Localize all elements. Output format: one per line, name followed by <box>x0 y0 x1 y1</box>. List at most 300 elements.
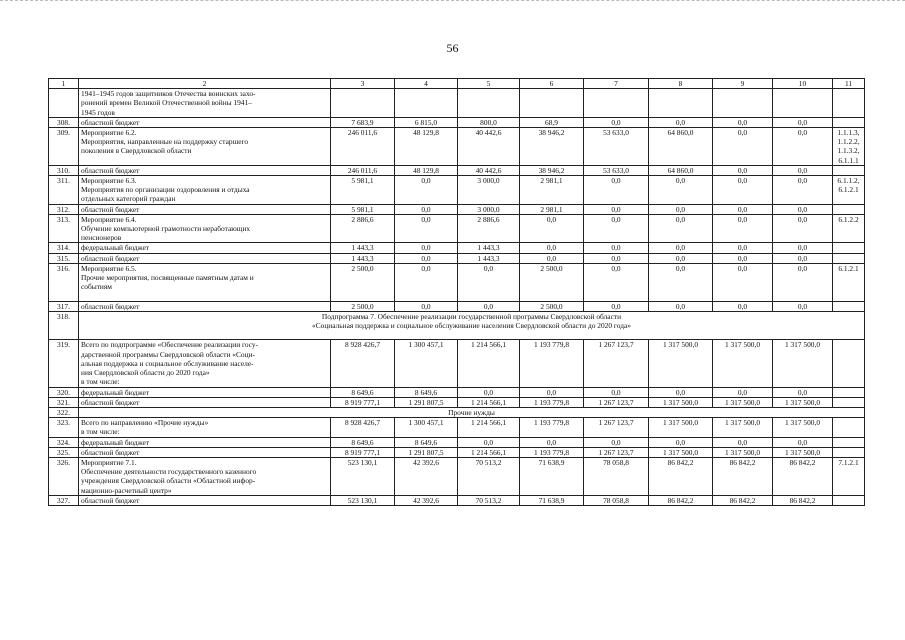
value-cell: 1 317 500,0 <box>649 397 713 407</box>
row-number: 326. <box>49 457 79 495</box>
row-number: 315. <box>49 253 79 263</box>
target-code-line: 6.1.1.2, <box>837 176 860 186</box>
value-cell: 0,0 <box>773 176 833 205</box>
value-cell: 64 860,0 <box>649 128 713 166</box>
table-row <box>49 243 865 253</box>
target-code <box>833 117 865 127</box>
target-code <box>833 128 865 166</box>
value-cell: 1 317 500,0 <box>713 447 773 457</box>
value-cell <box>649 89 713 118</box>
value-cell: 86 842,2 <box>649 457 713 495</box>
row-name-line: в том числе: <box>81 377 120 387</box>
column-header-row <box>49 79 865 89</box>
value-cell: 0,0 <box>773 214 833 243</box>
value-cell: 0,0 <box>713 263 773 301</box>
row-number: 318. <box>49 311 79 340</box>
column-header: 4 <box>395 79 458 89</box>
value-cell: 1 291 807,5 <box>395 397 458 407</box>
row-name <box>79 214 331 243</box>
value-cell: 2 886,6 <box>458 214 520 243</box>
value-cell: 1 193 779,8 <box>520 418 584 437</box>
column-header: 9 <box>713 79 773 89</box>
table-row <box>49 89 865 118</box>
value-cell: 0,0 <box>649 243 713 253</box>
row-name-line: федеральный бюджет <box>81 437 150 447</box>
table-row <box>49 311 865 340</box>
value-cell: 1 317 500,0 <box>649 447 713 457</box>
row-name <box>79 397 331 407</box>
value-cell: 1 317 500,0 <box>773 418 833 437</box>
value-cell: 0,0 <box>584 301 649 311</box>
value-cell: 0,0 <box>649 263 713 301</box>
row-name-line: мационно-расчетный центр» <box>81 485 172 495</box>
target-code-line: 6.1.2.1 <box>838 185 859 195</box>
target-code <box>833 418 865 437</box>
value-cell: 86 842,2 <box>773 495 833 505</box>
table-row <box>49 204 865 214</box>
value-cell: 0,0 <box>584 204 649 214</box>
row-name <box>79 204 331 214</box>
value-cell: 0,0 <box>395 176 458 205</box>
row-name <box>79 253 331 263</box>
value-cell: 2 500,0 <box>520 263 584 301</box>
value-cell: 0,0 <box>713 176 773 205</box>
row-name <box>79 495 331 505</box>
row-number: 316. <box>49 263 79 301</box>
column-header: 6 <box>520 79 584 89</box>
row-name-line: федеральный бюджет <box>81 387 150 397</box>
row-name <box>79 457 331 495</box>
target-code-line: 1.1.1.3, <box>837 128 860 138</box>
row-name-line: Обучение компьютерной грамотности неработающих <box>81 224 251 234</box>
row-name <box>79 117 331 127</box>
value-cell: 2 981,1 <box>520 204 584 214</box>
row-name-line: федеральный бюджет <box>81 243 150 253</box>
value-cell: 71 638,9 <box>520 457 584 495</box>
value-cell: 0,0 <box>773 263 833 301</box>
value-cell: 0,0 <box>713 243 773 253</box>
row-name <box>79 263 331 301</box>
row-number: 312. <box>49 204 79 214</box>
row-name <box>79 340 331 387</box>
column-header: 1 <box>49 79 79 89</box>
row-name-line: Прочие мероприятия, посвященные памятным датам и <box>81 273 254 283</box>
row-name-line: отдельных категорий граждан <box>81 194 176 204</box>
value-cell: 8 919 777,1 <box>331 397 395 407</box>
value-cell: 0,0 <box>713 204 773 214</box>
value-cell: 53 633,0 <box>584 128 649 166</box>
target-code <box>833 165 865 175</box>
target-code <box>833 214 865 243</box>
value-cell: 3 000,0 <box>458 176 520 205</box>
row-name-line <box>81 291 328 300</box>
row-name <box>79 243 331 253</box>
value-cell: 0,0 <box>584 387 649 397</box>
value-cell: 0,0 <box>773 387 833 397</box>
target-code <box>833 89 865 118</box>
row-name-line: областной бюджет <box>81 301 140 311</box>
row-name <box>79 89 331 118</box>
value-cell: 1 193 779,8 <box>520 447 584 457</box>
value-cell: 0,0 <box>395 263 458 301</box>
value-cell: 53 633,0 <box>584 165 649 175</box>
value-cell: 1 443,3 <box>331 253 395 263</box>
row-name-line: областной бюджет <box>81 204 140 214</box>
value-cell <box>584 89 649 118</box>
target-code <box>833 437 865 447</box>
row-number <box>49 89 79 118</box>
target-code <box>833 447 865 457</box>
value-cell: 1 317 500,0 <box>773 397 833 407</box>
value-cell: 0,0 <box>458 387 520 397</box>
target-code <box>833 204 865 214</box>
value-cell: 2 500,0 <box>520 301 584 311</box>
value-cell: 0,0 <box>584 437 649 447</box>
target-code <box>833 397 865 407</box>
column-header: 2 <box>79 79 331 89</box>
value-cell: 0,0 <box>773 117 833 127</box>
row-name-line: Мероприятия по организации оздоровления и отдыха <box>81 185 250 195</box>
table-row <box>49 176 865 205</box>
target-code-line: 6.1.2.1 <box>838 263 859 273</box>
table-row <box>49 117 865 127</box>
value-cell: 523 130,1 <box>331 495 395 505</box>
value-cell: 70 513,2 <box>458 457 520 495</box>
value-cell: 0,0 <box>713 387 773 397</box>
table-row <box>49 128 865 166</box>
row-name <box>79 447 331 457</box>
target-code-line: 1.1.3.2, <box>837 146 860 156</box>
value-cell: 8 928 426,7 <box>331 418 395 437</box>
value-cell: 0,0 <box>584 253 649 263</box>
row-name-line: областной бюджет <box>81 397 140 407</box>
value-cell: 2 500,0 <box>331 301 395 311</box>
row-name-line: 1945 годов <box>81 107 115 117</box>
row-number: 310. <box>49 165 79 175</box>
table-row <box>49 263 865 301</box>
row-number: 313. <box>49 214 79 243</box>
row-number: 325. <box>49 447 79 457</box>
value-cell: 0,0 <box>649 387 713 397</box>
value-cell: 0,0 <box>458 437 520 447</box>
value-cell: 246 011,6 <box>331 128 395 166</box>
section-heading <box>79 311 865 340</box>
value-cell: 0,0 <box>713 301 773 311</box>
value-cell <box>520 89 584 118</box>
row-number: 322. <box>49 407 79 417</box>
row-number: 309. <box>49 128 79 166</box>
value-cell: 0,0 <box>584 117 649 127</box>
value-cell <box>331 89 395 118</box>
table-row <box>49 397 865 407</box>
row-name-line: Мероприятие 6.3. <box>81 176 137 186</box>
value-cell: 70 513,2 <box>458 495 520 505</box>
value-cell: 0,0 <box>649 301 713 311</box>
value-cell: 0,0 <box>649 253 713 263</box>
row-name-line: областной бюджет <box>81 253 140 263</box>
row-name-line: альная поддержка и социальное обслуживание населе- <box>81 358 254 368</box>
value-cell: 1 300 457,1 <box>395 340 458 387</box>
row-name <box>79 387 331 397</box>
column-header: 11 <box>833 79 865 89</box>
value-cell: 1 214 566,1 <box>458 418 520 437</box>
value-cell: 0,0 <box>520 243 584 253</box>
value-cell: 0,0 <box>520 387 584 397</box>
table-row <box>49 447 865 457</box>
value-cell: 42 392,6 <box>395 457 458 495</box>
table-row <box>49 418 865 437</box>
row-number: 323. <box>49 418 79 437</box>
value-cell: 1 193 779,8 <box>520 397 584 407</box>
row-name-line: Мероприятие 7.1. <box>81 457 137 467</box>
row-name-line: Мероприятие 6.2. <box>81 128 137 138</box>
value-cell: 1 267 123,7 <box>584 447 649 457</box>
value-cell: 0,0 <box>713 214 773 243</box>
value-cell: 5 981,1 <box>331 204 395 214</box>
value-cell: 6 815,0 <box>395 117 458 127</box>
target-code <box>833 387 865 397</box>
row-name-line: пенсионеров <box>81 233 122 243</box>
value-cell: 3 000,0 <box>458 204 520 214</box>
table-row <box>49 495 865 505</box>
page-edge-line <box>0 0 905 1</box>
value-cell: 0,0 <box>458 263 520 301</box>
value-cell: 0,0 <box>773 437 833 447</box>
target-code <box>833 253 865 263</box>
row-name <box>79 176 331 205</box>
table-row <box>49 407 865 417</box>
row-name <box>79 165 331 175</box>
row-name-line: в том числе: <box>81 427 120 437</box>
table-row <box>49 457 865 495</box>
target-code-line: 6.1.1.1 <box>838 155 859 165</box>
budget-table <box>48 78 865 506</box>
row-number: 314. <box>49 243 79 253</box>
value-cell: 86 842,2 <box>649 495 713 505</box>
value-cell: 8 649,6 <box>331 387 395 397</box>
value-cell: 2 981,1 <box>520 176 584 205</box>
value-cell: 0,0 <box>713 437 773 447</box>
row-name-line: областной бюджет <box>81 165 140 175</box>
value-cell: 1 317 500,0 <box>713 418 773 437</box>
value-cell: 78 058,8 <box>584 495 649 505</box>
value-cell: 86 842,2 <box>713 495 773 505</box>
row-number: 308. <box>49 117 79 127</box>
target-code <box>833 340 865 387</box>
table-row <box>49 387 865 397</box>
value-cell: 1 443,3 <box>458 243 520 253</box>
value-cell: 0,0 <box>520 214 584 243</box>
column-header: 3 <box>331 79 395 89</box>
row-name <box>79 128 331 166</box>
value-cell: 5 981,1 <box>331 176 395 205</box>
value-cell: 0,0 <box>713 253 773 263</box>
row-name-line: Мероприятия, направленные на поддержку старшего <box>81 137 249 147</box>
value-cell: 1 443,3 <box>458 253 520 263</box>
target-code <box>833 176 865 205</box>
value-cell: 800,0 <box>458 117 520 127</box>
value-cell: 1 317 500,0 <box>713 340 773 387</box>
row-name-line: поколения в Свердловской области <box>81 146 192 156</box>
value-cell: 1 317 500,0 <box>713 397 773 407</box>
value-cell: 1 291 807,5 <box>395 447 458 457</box>
row-number: 321. <box>49 397 79 407</box>
value-cell: 0,0 <box>649 117 713 127</box>
target-code-line: 6.1.2.2 <box>838 214 859 224</box>
value-cell: 0,0 <box>773 243 833 253</box>
target-code-line: 1.1.2.2, <box>837 137 860 147</box>
value-cell: 1 317 500,0 <box>773 447 833 457</box>
row-number: 327. <box>49 495 79 505</box>
value-cell: 0,0 <box>584 176 649 205</box>
value-cell: 0,0 <box>713 117 773 127</box>
value-cell: 1 214 566,1 <box>458 447 520 457</box>
value-cell: 1 267 123,7 <box>584 340 649 387</box>
value-cell: 0,0 <box>649 204 713 214</box>
value-cell <box>458 89 520 118</box>
row-number: 319. <box>49 340 79 387</box>
row-name-line: областной бюджет <box>81 117 140 127</box>
section-heading-line: Прочие нужды <box>448 407 495 417</box>
target-code <box>833 457 865 495</box>
section-heading <box>79 407 865 417</box>
value-cell: 1 317 500,0 <box>649 418 713 437</box>
value-cell: 48 129,8 <box>395 128 458 166</box>
value-cell: 0,0 <box>713 128 773 166</box>
row-name-line: областной бюджет <box>81 495 140 505</box>
page-number: 56 <box>446 41 459 55</box>
value-cell: 1 267 123,7 <box>584 397 649 407</box>
value-cell: 8 649,6 <box>395 437 458 447</box>
value-cell: 1 317 500,0 <box>649 340 713 387</box>
column-header: 5 <box>458 79 520 89</box>
target-code <box>833 243 865 253</box>
row-name-line: Мероприятие 6.5. <box>81 263 137 273</box>
value-cell: 8 649,6 <box>331 437 395 447</box>
value-cell: 0,0 <box>773 204 833 214</box>
value-cell: 0,0 <box>584 214 649 243</box>
value-cell <box>713 89 773 118</box>
value-cell: 68,9 <box>520 117 584 127</box>
section-heading-line: «Социальная поддержка и социальное обслуживание населения Свердловской области до 2020 года» <box>312 321 631 331</box>
value-cell: 86 842,2 <box>773 457 833 495</box>
row-name <box>79 418 331 437</box>
row-name-line: Всего по подпрограмме «Обеспечение реализации госу- <box>81 340 259 350</box>
table-row <box>49 437 865 447</box>
row-number: 317. <box>49 301 79 311</box>
value-cell: 0,0 <box>395 214 458 243</box>
row-name-line: 1941–1945 годов защитников Отечества воинских захо- <box>81 89 256 99</box>
value-cell: 0,0 <box>395 253 458 263</box>
row-number: 311. <box>49 176 79 205</box>
row-name-line: Обеспечение деятельности государственного казенного <box>81 467 257 477</box>
table-row <box>49 214 865 243</box>
value-cell: 8 928 426,7 <box>331 340 395 387</box>
table-row <box>49 301 865 311</box>
target-code-line: 7.1.2.1 <box>838 457 859 467</box>
value-cell: 40 442,6 <box>458 165 520 175</box>
value-cell: 1 267 123,7 <box>584 418 649 437</box>
row-name-line: событиям <box>81 282 112 292</box>
value-cell: 0,0 <box>773 128 833 166</box>
value-cell: 0,0 <box>395 243 458 253</box>
value-cell: 1 214 566,1 <box>458 340 520 387</box>
row-name-line: областной бюджет <box>81 447 140 457</box>
value-cell <box>773 89 833 118</box>
value-cell: 0,0 <box>520 437 584 447</box>
value-cell: 40 442,6 <box>458 128 520 166</box>
value-cell: 0,0 <box>649 437 713 447</box>
value-cell: 0,0 <box>395 301 458 311</box>
row-name <box>79 437 331 447</box>
row-name-line: Всего по направлению «Прочие нужды» <box>81 418 209 428</box>
value-cell: 0,0 <box>649 214 713 243</box>
row-name-line: ния Свердловской области до 2020 года» <box>81 368 210 378</box>
value-cell: 8 919 777,1 <box>331 447 395 457</box>
target-code <box>833 495 865 505</box>
value-cell: 38 946,2 <box>520 165 584 175</box>
value-cell: 0,0 <box>395 204 458 214</box>
table-row <box>49 165 865 175</box>
value-cell: 1 214 566,1 <box>458 397 520 407</box>
target-code <box>833 263 865 301</box>
value-cell: 1 193 779,8 <box>520 340 584 387</box>
value-cell: 0,0 <box>520 253 584 263</box>
value-cell: 1 317 500,0 <box>773 340 833 387</box>
value-cell: 0,0 <box>713 165 773 175</box>
value-cell: 86 842,2 <box>713 457 773 495</box>
value-cell: 42 392,6 <box>395 495 458 505</box>
value-cell: 0,0 <box>773 165 833 175</box>
row-name-line: дарственной программы Свердловской области «Соци- <box>81 349 255 359</box>
column-header: 7 <box>584 79 649 89</box>
value-cell: 2 500,0 <box>331 263 395 301</box>
value-cell: 64 860,0 <box>649 165 713 175</box>
value-cell: 2 886,6 <box>331 214 395 243</box>
value-cell: 48 129,8 <box>395 165 458 175</box>
section-heading-line: Подпрограмма 7. Обеспечение реализации государственной программы Свердловской области <box>321 311 622 321</box>
value-cell: 246 011,6 <box>331 165 395 175</box>
value-cell: 71 638,9 <box>520 495 584 505</box>
row-number: 324. <box>49 437 79 447</box>
table-row <box>49 253 865 263</box>
row-name-line: Мероприятие 6.4. <box>81 214 137 224</box>
value-cell: 1 300 457,1 <box>395 418 458 437</box>
value-cell: 0,0 <box>584 243 649 253</box>
value-cell: 0,0 <box>773 301 833 311</box>
value-cell: 38 946,2 <box>520 128 584 166</box>
value-cell: 523 130,1 <box>331 457 395 495</box>
target-code <box>833 301 865 311</box>
column-header: 10 <box>773 79 833 89</box>
value-cell: 0,0 <box>584 263 649 301</box>
value-cell <box>395 89 458 118</box>
row-name <box>79 301 331 311</box>
row-name-line: ронений времен Великой Отечественной войны 1941– <box>81 98 252 108</box>
value-cell: 7 683,9 <box>331 117 395 127</box>
row-name-line: учреждения Свердловской области «Областной инфор- <box>81 476 256 486</box>
section-heading-line <box>81 330 862 339</box>
column-header: 8 <box>649 79 713 89</box>
row-number: 320. <box>49 387 79 397</box>
table-row <box>49 340 865 387</box>
value-cell: 0,0 <box>773 253 833 263</box>
value-cell: 8 649,6 <box>395 387 458 397</box>
value-cell: 0,0 <box>458 301 520 311</box>
value-cell: 0,0 <box>649 176 713 205</box>
value-cell: 78 058,8 <box>584 457 649 495</box>
value-cell: 1 443,3 <box>331 243 395 253</box>
